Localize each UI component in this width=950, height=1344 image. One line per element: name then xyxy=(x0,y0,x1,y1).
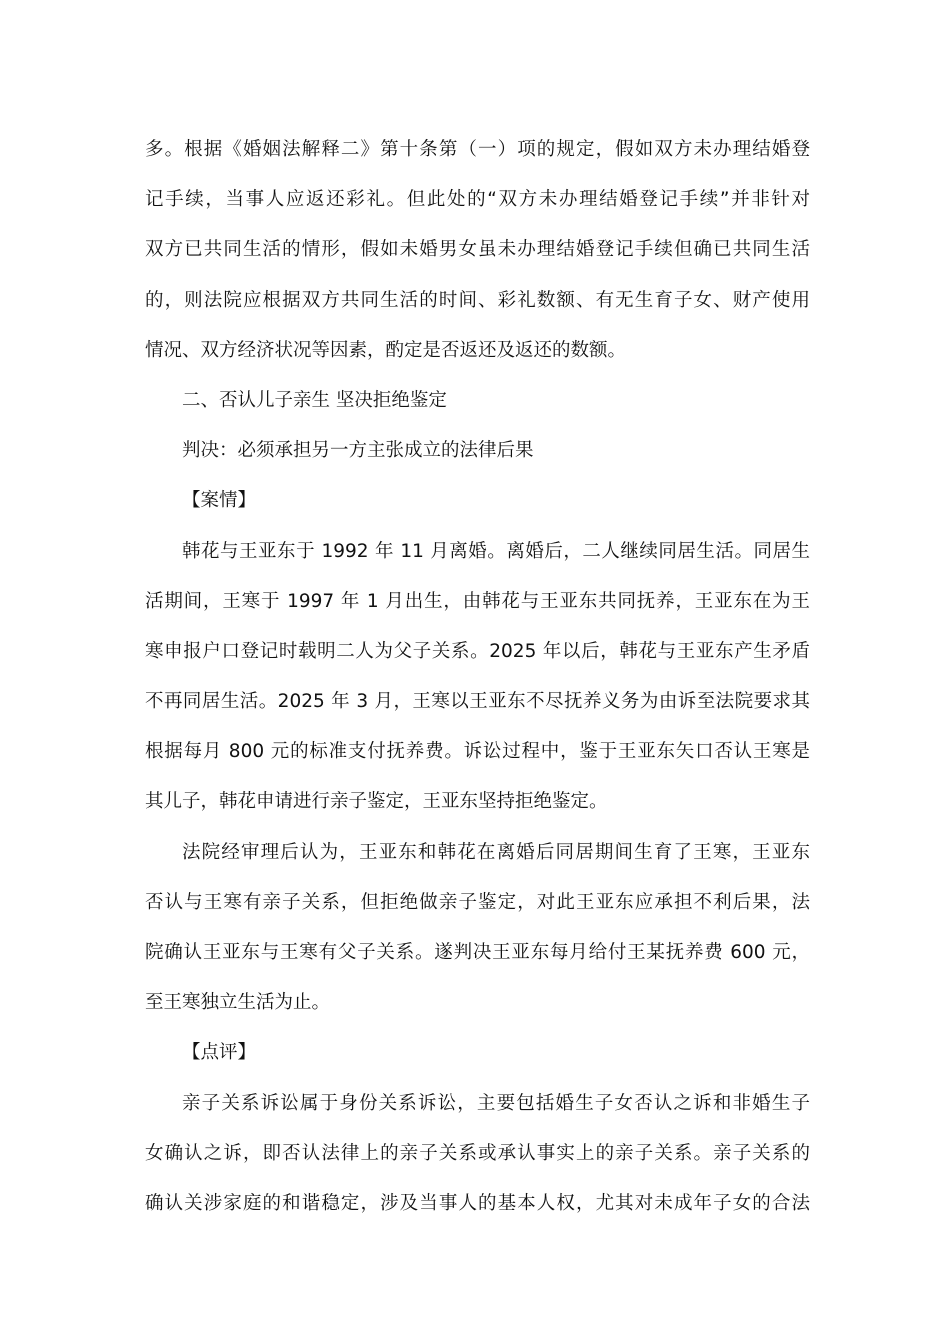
paragraph-line: 至王寒独立生活为止。 xyxy=(145,992,331,1014)
judgment-summary: 判决：必须承担另一方主张成立的法律后果 xyxy=(182,440,534,462)
paragraph-line: 根据每月 800 元的标准支付抚养费。诉讼过程中，鉴于王亚东矢口否认王寒是 xyxy=(145,741,810,763)
commentary-heading: 【点评】 xyxy=(182,1042,257,1064)
paragraph-line: 记手续，当事人应返还彩礼。但此处的“双方未办理结婚登记手续”并非针对 xyxy=(145,189,810,211)
document-body xyxy=(145,125,810,1229)
paragraph-line: 不再同居生活。2025 年 3 月，王寒以王亚东不尽抚养义务为由诉至法院要求其 xyxy=(145,691,810,713)
paragraph-line: 双方已共同生活的情形，假如未婚男女虽未办理结婚登记手续但确已共同生活 xyxy=(145,239,810,261)
case-facts-heading: 【案情】 xyxy=(182,490,257,512)
paragraph-line: 活期间，王寒于 1997 年 1 月出生，由韩花与王亚东共同抚养，王亚东在为王 xyxy=(145,590,810,612)
paragraph-line: 确认关涉家庭的和谐稳定，涉及当事人的基本人权，尤其对未成年子女的合法 xyxy=(145,1192,810,1214)
paragraph-line: 否认与王寒有亲子关系，但拒绝做亲子鉴定，对此王亚东应承担不利后果，法 xyxy=(145,891,810,913)
paragraph-line: 韩花与王亚东于 1992 年 11 月离婚。离婚后，二人继续同居生活。同居生 xyxy=(182,540,810,562)
paragraph-line: 亲子关系诉讼属于身份关系诉讼，主要包括婚生子女否认之诉和非婚生子 xyxy=(182,1092,810,1114)
section-heading: 二、否认儿子亲生 坚决拒绝鉴定 xyxy=(182,389,447,411)
paragraph-line: 院确认王亚东与王寒有父子关系。遂判决王亚东每月给付王某抚养费 600 元， xyxy=(145,942,810,963)
paragraph-line: 女确认之诉，即否认法律上的亲子关系或承认事实上的亲子关系。亲子关系的 xyxy=(145,1142,810,1164)
paragraph-line: 其儿子，韩花申请进行亲子鉴定，王亚东坚持拒绝鉴定。 xyxy=(145,791,608,813)
paragraph-line: 法院经审理后认为，王亚东和韩花在离婚后同居期间生育了王寒，王亚东 xyxy=(182,841,810,863)
paragraph-line: 多。根据《婚姻法解释二》第十条第（一）项的规定，假如双方未办理结婚登 xyxy=(145,139,810,160)
paragraph-line: 的，则法院应根据双方共同生活的时间、彩礼数额、有无生育子女、财产使用 xyxy=(145,289,810,311)
paragraph-line: 寒申报户口登记时载明二人为父子关系。2025 年以后，韩花与王亚东产生矛盾 xyxy=(145,640,810,662)
paragraph-line: 情况、双方经济状况等因素，酌定是否返还及返还的数额。 xyxy=(145,339,627,361)
